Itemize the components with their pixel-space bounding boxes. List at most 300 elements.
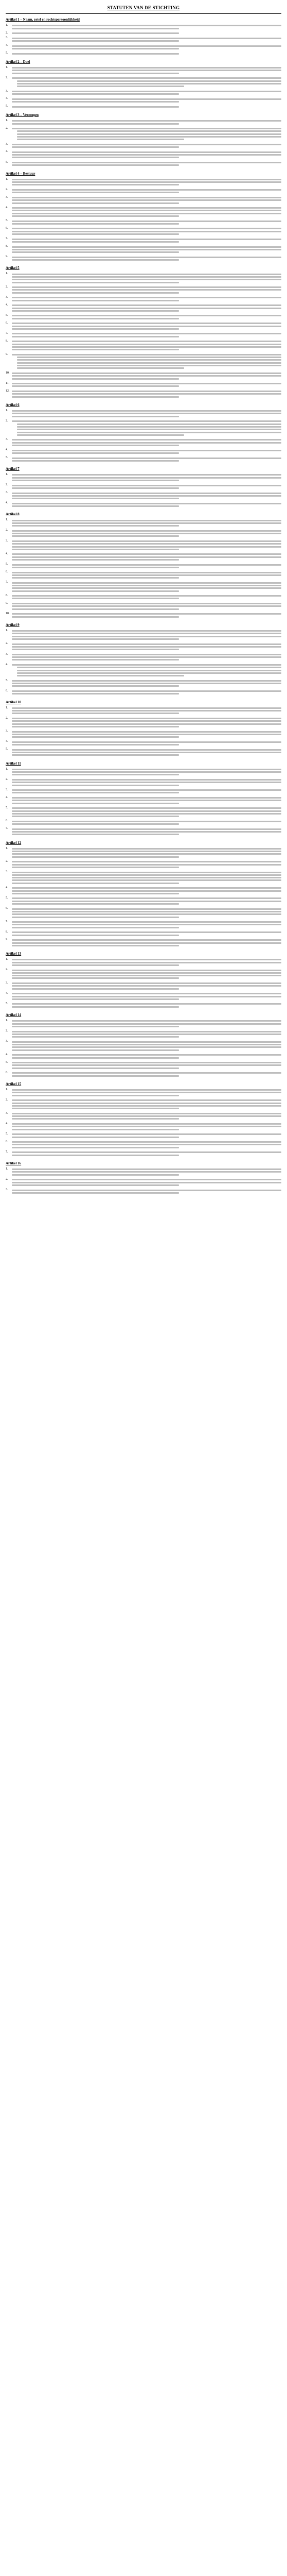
text-line-placeholder (12, 774, 179, 775)
clause-text (12, 1088, 281, 1097)
text-line-placeholder (12, 726, 179, 727)
clause-row (6, 1098, 281, 1110)
clause-number: 7. (6, 920, 8, 923)
clause-text (12, 321, 281, 331)
clause-row (6, 105, 281, 109)
clause-row (6, 717, 281, 728)
clause-text (12, 24, 281, 30)
clause-number: 1. (6, 177, 8, 181)
text-line-placeholder (12, 1115, 281, 1117)
text-line-placeholder (12, 98, 281, 100)
text-line-placeholder (12, 636, 281, 637)
text-line-placeholder (12, 154, 281, 156)
text-line-placeholder (12, 1006, 179, 1008)
text-line-placeholder (12, 77, 281, 79)
text-line-placeholder (12, 996, 281, 997)
clause-text (12, 968, 281, 980)
text-line-placeholder (12, 1095, 179, 1096)
clause-number: 12. (6, 389, 10, 393)
clause-row (6, 930, 281, 937)
clause-row (6, 272, 281, 284)
text-line-placeholder (12, 633, 281, 634)
clause-row (6, 119, 281, 126)
clause-number: 2. (6, 1029, 8, 1033)
clause-text (12, 788, 281, 795)
text-line-placeholder (17, 429, 281, 430)
text-line-placeholder (12, 975, 281, 976)
clause-text (12, 1150, 281, 1157)
clause-row (6, 36, 281, 43)
clause-row (6, 870, 281, 885)
text-line-placeholder (12, 1118, 179, 1120)
text-line-placeholder (12, 525, 179, 527)
article-section (6, 952, 281, 1009)
text-line-placeholder (12, 959, 281, 960)
clause-text (12, 127, 281, 142)
text-line-placeholder (12, 608, 179, 610)
text-line-placeholder (12, 91, 281, 92)
text-line-placeholder (12, 416, 179, 417)
text-line-placeholder (12, 503, 281, 504)
clause-number: 1. (6, 958, 8, 961)
article-section (6, 113, 281, 167)
text-line-placeholder (17, 367, 184, 369)
text-line-placeholder (12, 393, 281, 395)
article-heading: Artikel 1 – Naam, zetel en rechtspersoonlijkheid (6, 18, 80, 22)
clause-row (6, 44, 281, 50)
text-line-placeholder (12, 1105, 281, 1107)
text-line-placeholder (12, 396, 179, 398)
text-line-placeholder (12, 897, 281, 899)
clause-number: 2. (6, 31, 8, 35)
clause-row (6, 896, 281, 906)
clause-row (6, 285, 281, 295)
text-line-placeholder (12, 649, 179, 650)
text-line-placeholder (12, 164, 179, 166)
clause-text (12, 340, 281, 351)
article-heading: Artikel 16 (6, 1161, 22, 1165)
text-line-placeholder (12, 1184, 179, 1186)
text-line-placeholder (12, 874, 281, 876)
clause-text (12, 332, 281, 338)
clause-text (12, 563, 281, 569)
clause-text (12, 119, 281, 126)
clause-row (6, 419, 281, 437)
clause-text (12, 31, 281, 36)
article-heading: Artikel 15 (6, 1081, 22, 1086)
article-heading: Artikel 13 (6, 952, 22, 956)
clause-row (6, 679, 281, 688)
clause-text (12, 409, 281, 418)
text-line-placeholder (12, 282, 179, 283)
clause-number: 5. (6, 679, 8, 682)
clause-row (6, 1040, 281, 1052)
clause-number: 8. (6, 245, 8, 248)
text-line-placeholder (17, 139, 184, 140)
clause-row (6, 473, 281, 482)
text-line-placeholder (12, 749, 281, 751)
text-line-placeholder (12, 769, 281, 770)
text-line-placeholder (12, 189, 281, 191)
text-line-placeholder (17, 434, 184, 436)
clause-number: 5. (6, 52, 8, 55)
text-line-placeholder (12, 493, 281, 494)
clause-text (12, 448, 281, 455)
text-line-placeholder (12, 1192, 179, 1194)
text-line-placeholder (12, 207, 281, 209)
clause-row (6, 886, 281, 895)
article-section (6, 1161, 281, 1195)
clause-text (12, 1140, 281, 1149)
text-line-placeholder (12, 935, 179, 936)
clause-row (6, 920, 281, 929)
clause-row (6, 827, 281, 836)
text-line-placeholder (12, 785, 179, 786)
text-line-placeholder (17, 136, 281, 138)
text-line-placeholder (12, 231, 281, 232)
text-line-placeholder (12, 199, 281, 201)
clause-number: 4. (6, 44, 8, 47)
text-line-placeholder (12, 890, 281, 892)
text-line-placeholder (12, 336, 179, 337)
text-line-placeholder (12, 630, 281, 632)
clause-text (12, 473, 281, 482)
clause-text (12, 382, 281, 388)
clause-row (6, 245, 281, 254)
clause-number: 5. (6, 1132, 8, 1136)
article-heading: Artikel 3 – Vermogen (6, 112, 39, 117)
text-line-placeholder (17, 426, 281, 428)
clause-text (12, 314, 281, 320)
text-line-placeholder (12, 1182, 281, 1183)
clause-number: 7. (6, 332, 8, 335)
text-line-placeholder (12, 1144, 281, 1145)
text-line-placeholder (12, 179, 281, 180)
text-line-placeholder (12, 215, 179, 217)
clause-row (6, 24, 281, 30)
text-line-placeholder (12, 867, 179, 868)
text-line-placeholder (12, 378, 179, 380)
text-line-placeholder (12, 792, 179, 793)
clause-text (12, 819, 281, 826)
clause-text (12, 52, 281, 56)
text-line-placeholder (12, 1023, 281, 1025)
text-line-placeholder (12, 540, 281, 542)
text-line-placeholder (17, 80, 281, 82)
text-line-placeholder (12, 616, 179, 618)
text-line-placeholder (12, 1179, 281, 1180)
clause-number: 3. (6, 870, 8, 874)
clause-row (6, 602, 281, 611)
text-line-placeholder (12, 1092, 281, 1093)
text-line-placeholder (12, 520, 281, 521)
text-line-placeholder (12, 344, 281, 345)
clause-number: 3. (6, 142, 8, 146)
clause-number: 1. (6, 272, 8, 276)
clause-text (12, 612, 281, 619)
clause-number: 3. (6, 36, 8, 40)
text-line-placeholder (12, 553, 281, 555)
clause-row (6, 563, 281, 569)
clause-text (12, 1053, 281, 1060)
article-heading: Artikel 10 (6, 700, 22, 704)
clause-number: 8. (6, 594, 8, 597)
clause-text (12, 1002, 281, 1009)
clause-number: 4. (6, 1122, 8, 1125)
clause-row (6, 938, 281, 947)
text-line-placeholder (12, 911, 281, 912)
article-heading: Artikel 4 – Bestuur (6, 171, 35, 176)
text-line-placeholder (12, 643, 281, 645)
clause-number: 4. (6, 303, 8, 307)
clause-number: 7. (6, 237, 8, 241)
text-line-placeholder (12, 939, 281, 941)
text-line-placeholder (12, 372, 281, 374)
text-line-placeholder (12, 1129, 179, 1130)
clause-number: 2. (6, 483, 8, 487)
clause-row (6, 371, 281, 381)
clause-text (12, 679, 281, 688)
text-line-placeholder (12, 297, 281, 298)
clause-text (12, 1132, 281, 1139)
clause-row (6, 629, 281, 641)
text-line-placeholder (12, 197, 281, 198)
clause-text (12, 483, 281, 490)
clause-number: 1. (6, 1167, 8, 1171)
clause-text (12, 602, 281, 611)
clause-number: 3. (6, 981, 8, 985)
clause-row (6, 219, 281, 226)
clause-number: 3. (6, 1188, 8, 1192)
text-line-placeholder (12, 1089, 281, 1091)
text-line-placeholder (12, 972, 281, 974)
clause-row (6, 1140, 281, 1149)
text-line-placeholder (12, 146, 179, 148)
clause-number: 2. (6, 860, 8, 863)
text-line-placeholder (12, 543, 281, 545)
text-line-placeholder (12, 151, 281, 153)
article-section (6, 266, 281, 399)
text-line-placeholder (12, 723, 281, 725)
text-line-placeholder (12, 251, 179, 253)
text-line-placeholder (12, 162, 281, 163)
text-line-placeholder (12, 1108, 179, 1109)
clause-row (6, 382, 281, 388)
clause-text (12, 272, 281, 284)
text-line-placeholder (12, 40, 179, 42)
clause-number: 7. (6, 581, 8, 584)
text-line-placeholder (12, 505, 179, 507)
text-line-placeholder (12, 279, 281, 280)
clause-number: 10. (6, 371, 10, 375)
clause-number: 4. (6, 150, 8, 154)
text-line-placeholder (12, 962, 281, 963)
text-line-placeholder (12, 184, 179, 185)
clause-row (6, 806, 281, 818)
text-line-placeholder (17, 423, 281, 425)
text-line-placeholder (12, 927, 179, 928)
clause-number: 4. (6, 886, 8, 889)
text-line-placeholder (12, 853, 281, 855)
clause-text (12, 570, 281, 580)
text-line-placeholder (12, 1171, 281, 1173)
clause-text (12, 353, 281, 370)
article-heading: Artikel 7 (6, 467, 20, 471)
text-line-placeholder (12, 654, 281, 655)
clause-number: 1. (6, 1019, 8, 1023)
text-line-placeholder (12, 821, 281, 822)
text-line-placeholder (17, 359, 281, 361)
text-line-placeholder (17, 365, 281, 366)
text-line-placeholder (12, 385, 179, 387)
text-line-placeholder (12, 304, 281, 306)
text-line-placeholder (12, 851, 281, 852)
clause-text (12, 594, 281, 601)
clause-text (12, 1098, 281, 1110)
clause-row (6, 958, 281, 967)
clause-text (12, 768, 281, 777)
article-heading: Artikel 12 (6, 840, 22, 845)
clause-row (6, 1002, 281, 1009)
clause-number: 7. (6, 1150, 8, 1154)
text-line-placeholder (12, 887, 281, 889)
clause-number: 4. (6, 206, 8, 209)
text-line-placeholder (12, 883, 179, 884)
text-line-placeholder (12, 48, 179, 49)
text-line-placeholder (12, 1123, 281, 1125)
text-line-placeholder (12, 1075, 179, 1077)
text-line-placeholder (12, 690, 281, 692)
clause-number: 3. (6, 539, 8, 543)
text-line-placeholder (12, 1133, 281, 1135)
clause-text (12, 796, 281, 805)
document-title: STATUTEN VAN DE STICHTING (107, 5, 180, 10)
clause-number: 3. (6, 652, 8, 656)
clause-number: 1. (6, 629, 8, 632)
clause-number: 4. (6, 448, 8, 452)
text-line-placeholder (12, 93, 179, 95)
text-line-placeholder (12, 38, 281, 39)
text-line-placeholder (12, 736, 179, 738)
text-line-placeholder (12, 1062, 281, 1063)
clause-row (6, 689, 281, 696)
text-line-placeholder (12, 249, 281, 250)
text-line-placeholder (12, 807, 281, 809)
text-line-placeholder (12, 810, 281, 812)
clause-text (12, 206, 281, 218)
text-line-placeholder (12, 982, 281, 984)
text-line-placeholder (12, 213, 281, 214)
text-line-placeholder (12, 1054, 281, 1056)
clause-row (6, 178, 281, 187)
text-line-placeholder (12, 445, 179, 446)
clause-number: 2. (6, 285, 8, 289)
clause-number: 4. (6, 552, 8, 556)
text-line-placeholder (12, 903, 179, 905)
clause-row (6, 314, 281, 320)
clause-text (12, 581, 281, 592)
text-line-placeholder (12, 1036, 179, 1038)
text-line-placeholder (12, 613, 281, 615)
text-line-placeholder (12, 549, 179, 550)
clause-row (6, 539, 281, 551)
text-line-placeholder (12, 1046, 281, 1048)
clause-text (12, 552, 281, 562)
text-line-placeholder (12, 228, 281, 229)
clause-number: 6. (6, 1071, 8, 1074)
clause-number: 2. (6, 716, 8, 720)
text-line-placeholder (12, 1126, 281, 1127)
clause-row (6, 255, 281, 262)
clause-row (6, 1088, 281, 1097)
article-section (6, 18, 281, 56)
clause-number: 8. (6, 340, 8, 343)
clause-number: 4. (6, 1053, 8, 1056)
clause-text (12, 1029, 281, 1039)
text-line-placeholder (12, 1003, 281, 1005)
clause-text (12, 303, 281, 313)
clause-number: 1. (6, 767, 8, 771)
clause-row (6, 491, 281, 500)
clause-text (12, 456, 281, 463)
text-line-placeholder (12, 410, 281, 412)
clause-number: 9. (6, 601, 8, 605)
clause-row (6, 206, 281, 218)
text-line-placeholder (12, 977, 179, 979)
text-line-placeholder (12, 828, 281, 830)
clause-number: 4. (6, 663, 8, 666)
clause-number: 5. (6, 563, 8, 566)
text-line-placeholder (12, 1041, 281, 1043)
text-line-placeholder (12, 274, 281, 275)
clause-row (6, 1019, 281, 1028)
clause-number: 5. (6, 1002, 8, 1006)
text-line-placeholder (12, 731, 281, 733)
text-line-placeholder (12, 797, 281, 799)
article-heading: Artikel 5 (6, 266, 20, 270)
clause-row (6, 1178, 281, 1187)
text-line-placeholder (12, 1174, 179, 1176)
clause-text (12, 938, 281, 947)
clause-number: 5. (6, 806, 8, 809)
clause-number: 2. (6, 777, 8, 781)
article-section (6, 1013, 281, 1078)
clause-number: 2. (6, 419, 8, 423)
clause-row (6, 1122, 281, 1131)
text-line-placeholder (12, 546, 281, 548)
text-line-placeholder (12, 646, 281, 648)
clause-number: 6. (6, 321, 8, 325)
text-line-placeholder (12, 872, 281, 873)
text-line-placeholder (12, 349, 179, 350)
clause-row (6, 340, 281, 351)
text-line-placeholder (12, 485, 281, 486)
clause-row (6, 303, 281, 313)
clause-number: 1. (6, 24, 8, 27)
text-line-placeholder (17, 670, 281, 671)
clause-row (6, 389, 281, 399)
clause-text (12, 847, 281, 859)
clause-text (12, 237, 281, 244)
text-line-placeholder (12, 913, 281, 915)
clause-number: 1. (6, 409, 8, 412)
clause-text (12, 539, 281, 551)
clause-number: 4. (6, 97, 8, 100)
clause-number: 1. (6, 118, 8, 122)
text-line-placeholder (12, 223, 179, 225)
article-section (6, 761, 281, 837)
text-line-placeholder (17, 675, 184, 676)
